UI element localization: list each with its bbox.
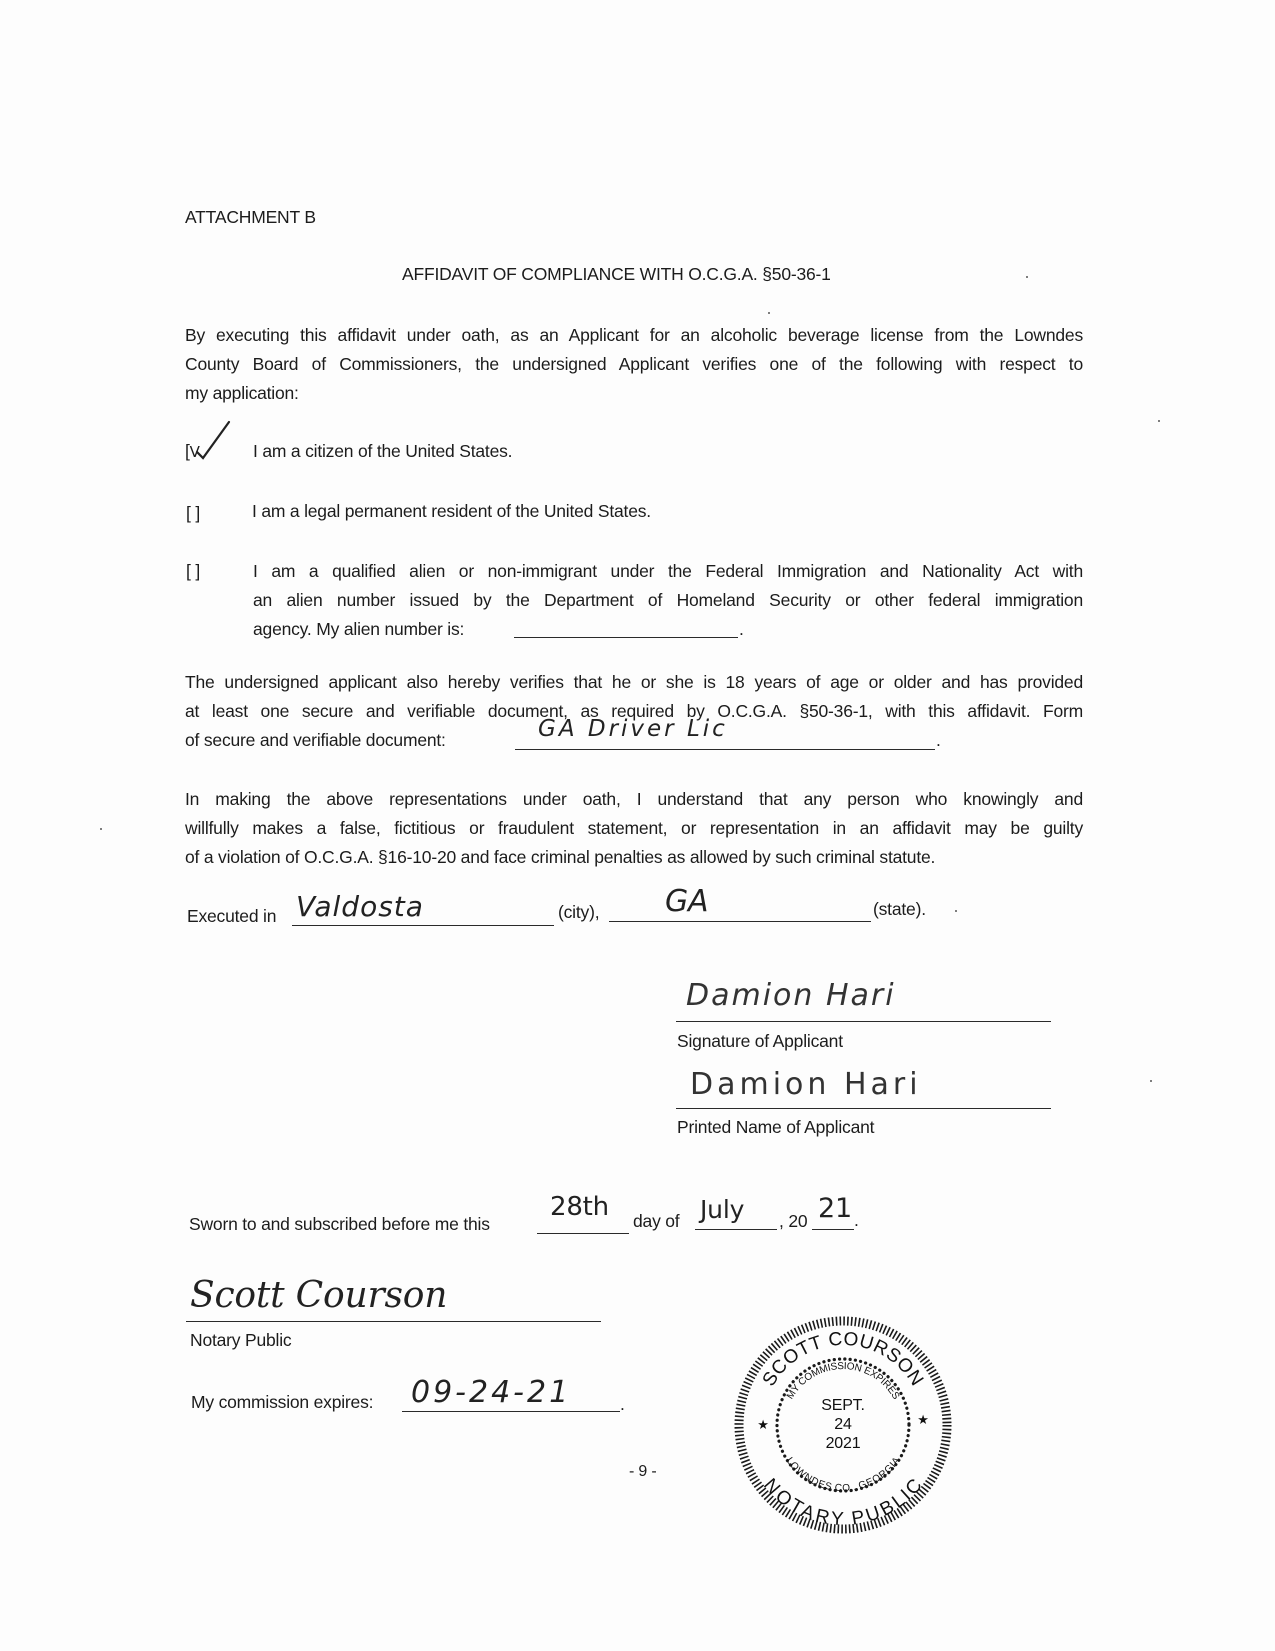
signature-label: Signature of Applicant <box>677 1031 843 1051</box>
commission-field-line <box>402 1411 620 1412</box>
printed-name-label: Printed Name of Applicant <box>677 1117 875 1137</box>
penalty-line: In making the above representations under oath, I understand that any person who knowingly and <box>185 789 1083 809</box>
svg-text:NOTARY PUBLIC <box>759 1475 927 1530</box>
seal-inner-top-text: MY COMMISSION EXPIRES <box>784 1360 902 1402</box>
month-field[interactable]: July <box>700 1195 745 1224</box>
age-line: of secure and verifiable document: <box>185 730 446 750</box>
intro-line: County Board of Commissioners, the undersigned Applicant verifies one of the following with respect to <box>185 354 1083 374</box>
printed-name-line <box>676 1108 1051 1109</box>
year-trailing: . <box>854 1210 859 1230</box>
printed-name[interactable]: Damion Hari <box>690 1067 922 1102</box>
executed-in-label: Executed in <box>187 906 277 926</box>
year-prefix: , 20 <box>779 1211 808 1231</box>
seal-inner-bottom-text: LOWNDES CO., GEORGIA <box>783 1455 903 1495</box>
alien-number-trailing: . <box>739 619 744 639</box>
document-type-field-line <box>515 749 935 750</box>
seal-bottom-text: NOTARY PUBLIC <box>759 1474 927 1531</box>
alien-number-field[interactable] <box>514 637 738 638</box>
penalty-line: willfully makes a false, fictitious or fraudulent statement, or representation in an affidavit may be guilty <box>185 818 1083 838</box>
checkbox-qualified-alien[interactable]: [ ] <box>186 561 200 581</box>
commission-field[interactable]: 09-24-21 <box>411 1375 572 1410</box>
scan-speck <box>1158 420 1160 422</box>
document-type-field[interactable]: GA Driver Lic <box>538 716 728 742</box>
option-text: I am a qualified alien or non-immigrant under the Federal Immigration and Nationality Act with <box>253 561 1083 581</box>
svg-text:LOWNDES CO., GEORGIA <box>784 1455 903 1494</box>
attachment-label: ATTACHMENT B <box>185 207 316 227</box>
checkbox-permanent-resident[interactable]: [ ] <box>186 503 200 523</box>
signature-line <box>676 1021 1051 1022</box>
checkmark-stroke-icon <box>193 418 233 462</box>
seal-day: 24 <box>834 1416 852 1433</box>
intro-line: my application: <box>185 383 299 403</box>
scan-speck <box>768 312 770 314</box>
state-field-line <box>609 921 871 922</box>
scan-speck <box>100 828 102 830</box>
seal-star-right-icon: ★ <box>917 1413 929 1428</box>
commission-label: My commission expires: <box>191 1392 374 1412</box>
scan-speck <box>1150 1080 1152 1082</box>
option-text: I am a legal permanent resident of the United States. <box>252 501 651 521</box>
city-label: (city), <box>558 902 600 922</box>
age-line: The undersigned applicant also hereby verifies that he or she is 18 years of age or older and has provided <box>185 672 1083 692</box>
option-text: an alien number issued by the Department of Homeland Security or other federal immigration <box>253 590 1083 610</box>
intro-line: By executing this affidavit under oath, as an Applicant for an alcoholic beverage license from the Lowndes <box>185 325 1083 345</box>
seal-top-text: SCOTT COURSON <box>758 1328 928 1391</box>
check-mark-icon: V <box>189 443 200 461</box>
option-text: agency. My alien number is: <box>253 619 465 639</box>
city-field-line <box>292 925 554 926</box>
document-type-trailing: . <box>936 730 941 750</box>
penalty-line: of a violation of O.C.G.A. §16-10-20 and face criminal penalties as allowed by such criminal statute. <box>185 847 936 867</box>
sworn-label: Sworn to and subscribed before me this <box>189 1214 490 1234</box>
notary-signature-line <box>186 1321 601 1322</box>
seal-year: 2021 <box>825 1435 861 1452</box>
day-field[interactable]: 28th <box>550 1192 609 1222</box>
state-field[interactable]: GA <box>665 884 709 919</box>
page-number: - 9 - <box>629 1463 657 1480</box>
state-label: (state). <box>873 899 926 919</box>
notary-signature[interactable]: Scott Courson <box>190 1275 448 1316</box>
svg-text:MY COMMISSION EXPIRES <box>785 1361 902 1402</box>
city-field[interactable]: Valdosta <box>296 890 424 923</box>
notary-label: Notary Public <box>190 1330 292 1350</box>
day-field-line <box>537 1233 629 1234</box>
month-field-line <box>695 1229 777 1230</box>
applicant-signature[interactable]: Damion Hari <box>686 978 896 1013</box>
seal-star-left-icon: ★ <box>757 1418 769 1433</box>
day-of-label: day of <box>633 1211 680 1231</box>
document-title: AFFIDAVIT OF COMPLIANCE WITH O.C.G.A. §50-36-1 <box>402 264 831 284</box>
year-field-line <box>812 1229 854 1230</box>
year-field[interactable]: 21 <box>818 1193 852 1224</box>
checkbox-bracket-open: [ <box>185 441 190 461</box>
option-text: I am a citizen of the United States. <box>253 441 513 461</box>
notary-seal-icon <box>733 1315 953 1535</box>
age-line: at least one secure and verifiable document, as required by O.C.G.A. §50-36-1, with this affidavit. Form <box>185 701 1083 721</box>
scan-speck <box>955 910 957 912</box>
seal-month: SEPT. <box>821 1397 865 1414</box>
commission-trailing: . <box>620 1394 625 1414</box>
scan-speck <box>1026 276 1028 278</box>
